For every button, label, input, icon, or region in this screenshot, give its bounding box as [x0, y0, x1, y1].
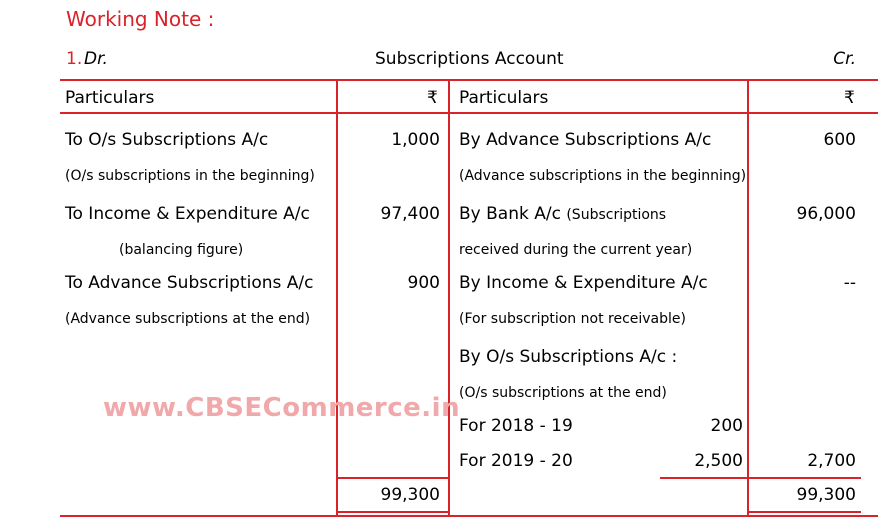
credit-total-top-rule — [749, 477, 861, 479]
debit-total: 99,300 — [380, 485, 440, 505]
credit-amount-bank: 96,000 — [796, 204, 856, 224]
debit-entry-advance-subscriptions: To Advance Subscriptions A/c — [65, 273, 314, 293]
credit-total: 99,300 — [796, 485, 856, 505]
sub-item-total-rule — [660, 477, 748, 479]
debit-total-top-rule — [338, 477, 448, 479]
debit-note-advance-subscriptions: (Advance subscriptions at the end) — [65, 311, 311, 327]
debit-note-os-subscriptions: (O/s subscriptions in the beginning) — [65, 168, 315, 184]
credit-total-double-rule — [749, 511, 861, 513]
debit-amount-os-subscriptions: 1,000 — [391, 130, 440, 150]
credit-entry-income-expenditure: By Income & Expenditure A/c — [459, 273, 708, 293]
watermark: www.CBSECommerce.in — [103, 393, 461, 423]
credit-amount-income-expenditure: -- — [843, 273, 856, 293]
debit-entry-os-subscriptions: To O/s Subscriptions A/c — [65, 130, 269, 150]
debit-currency-header: ₹ — [427, 88, 438, 108]
note-number: 1. — [66, 49, 83, 69]
credit-inline-note-bank: (Subscriptions — [566, 207, 667, 223]
table-top-rule — [60, 79, 878, 81]
table-bottom-rule — [60, 515, 878, 517]
credit-amount-column-rule — [747, 79, 749, 517]
credit-side-label: Cr. — [833, 49, 856, 69]
credit-particulars-header: Particulars — [459, 88, 549, 108]
debit-amount-column-rule — [336, 79, 338, 517]
debit-side-label: Dr. — [84, 49, 108, 69]
credit-entry-bank — [459, 204, 666, 224]
debit-entry-income-expenditure: To Income & Expenditure A/c — [65, 204, 310, 224]
credit-note-os-subscriptions: (O/s subscriptions at the end) — [459, 385, 667, 401]
credit-currency-header: ₹ — [844, 88, 855, 108]
debit-particulars-header: Particulars — [65, 88, 155, 108]
sub-item-2018-19-label: For 2018 - 19 — [459, 416, 573, 436]
credit-entry-os-subscriptions: By O/s Subscriptions A/c : — [459, 347, 678, 367]
debit-amount-advance-subscriptions: 900 — [407, 273, 440, 293]
credit-entry-advance-subscriptions: By Advance Subscriptions A/c — [459, 130, 712, 150]
working-note-heading: Working Note : — [66, 7, 215, 31]
sub-item-2019-20-amount: 2,500 — [694, 451, 743, 471]
debit-amount-income-expenditure: 97,400 — [380, 204, 440, 224]
sub-item-2019-20-label: For 2019 - 20 — [459, 451, 573, 471]
credit-amount-advance-subscriptions: 600 — [823, 130, 856, 150]
sub-item-2018-19-amount: 200 — [710, 416, 743, 436]
credit-note-income-expenditure: (For subscription not receivable) — [459, 311, 686, 327]
account-title: Subscriptions Account — [375, 49, 564, 69]
credit-amount-os-subscriptions: 2,700 — [807, 451, 856, 471]
debit-note-balancing-figure: (balancing figure) — [119, 242, 244, 258]
credit-entry-bank-label: By Bank A/c — [459, 204, 561, 224]
credit-note-advance-subscriptions: (Advance subscriptions in the beginning) — [459, 168, 747, 184]
credit-note-bank: received during the current year) — [459, 242, 693, 258]
debit-total-double-rule — [338, 511, 448, 513]
middle-divider-rule — [448, 79, 450, 517]
header-bottom-rule — [60, 112, 878, 114]
